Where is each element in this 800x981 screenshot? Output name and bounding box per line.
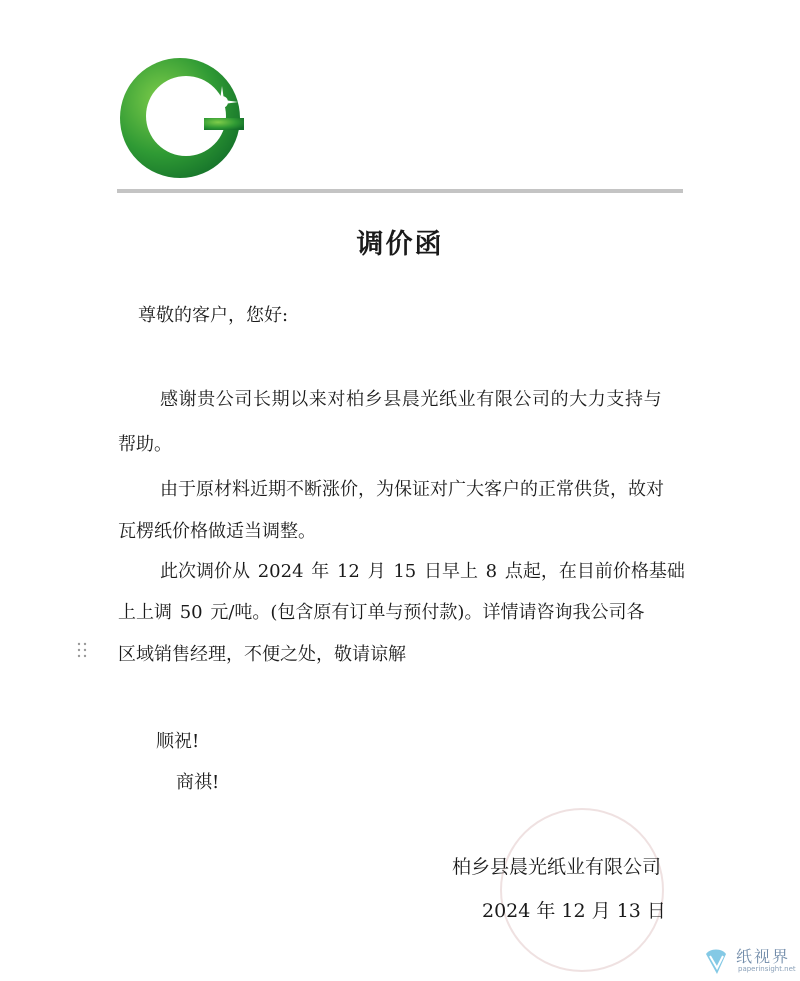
watermark-site: paperinsight.net xyxy=(738,965,796,973)
letter-date: 2024 年 12 月 13 日 xyxy=(482,900,666,922)
paragraph-1-line-1: 感谢贵公司长期以来对柏乡县晨光纸业有限公司的大力支持与 xyxy=(160,389,663,410)
drag-handle-icon xyxy=(76,640,88,660)
paragraph-2-line-2: 瓦楞纸价格做适当调整。 xyxy=(118,521,316,542)
closing-regards: 商祺! xyxy=(176,772,220,793)
letter-title: 调价函 xyxy=(356,229,444,260)
company-seal xyxy=(500,808,664,972)
watermark-name: 纸视界 xyxy=(736,947,791,966)
header-rule xyxy=(117,189,683,193)
paragraph-3-line-3: 区域销售经理，不便之处，敬请谅解 xyxy=(118,644,406,665)
company-logo xyxy=(118,56,246,180)
company-signature: 柏乡县晨光纸业有限公司 xyxy=(452,856,662,878)
paragraph-3-line-1: 此次调价从 2024 年 12 月 15 日早上 8 点起，在目前价格基础 xyxy=(160,561,685,582)
paragraph-1-line-2: 帮助。 xyxy=(118,434,172,455)
salutation: 尊敬的客户，您好: xyxy=(138,305,289,326)
closing-wish: 顺祝! xyxy=(156,731,200,752)
paragraph-3-line-2: 上上调 50 元/吨。(包含原有订单与预付款)。详情请咨询我公司各 xyxy=(118,602,645,623)
paragraph-2-line-1: 由于原材料近期不断涨价，为保证对广大客户的正常供货，故对 xyxy=(160,479,664,500)
